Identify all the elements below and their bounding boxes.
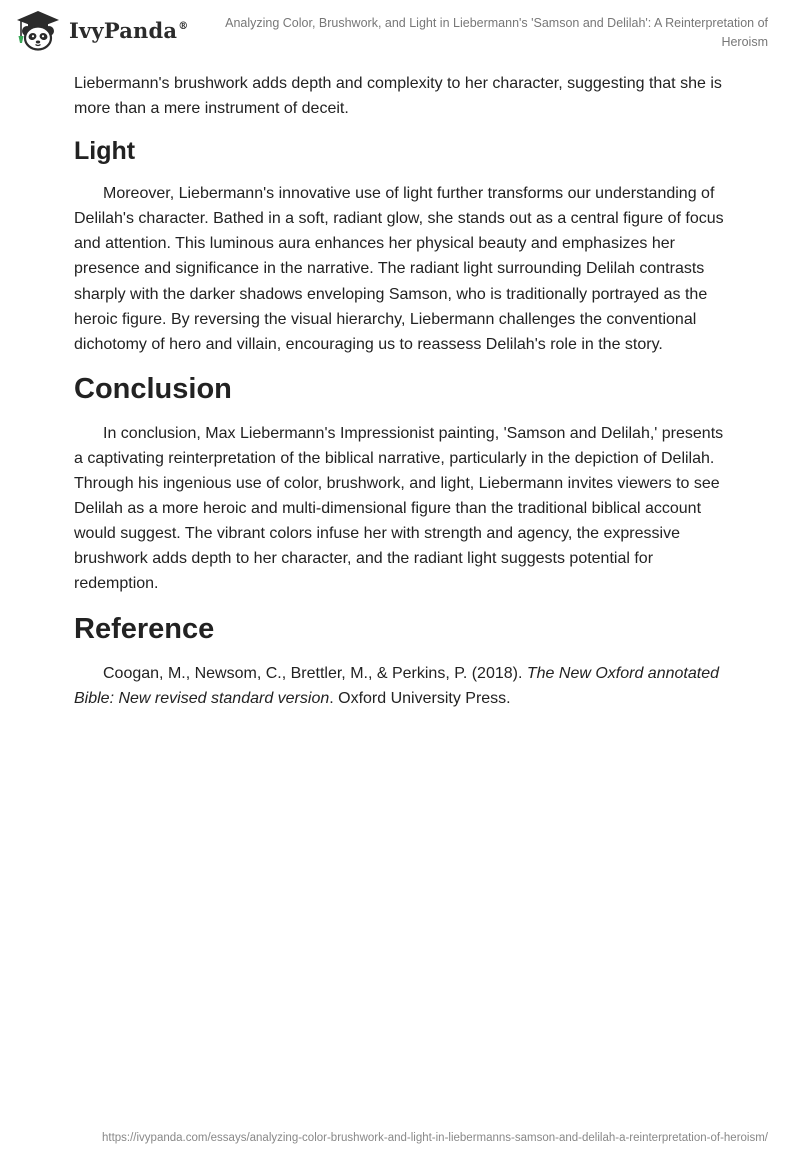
light-paragraph: Moreover, Liebermann's innovative use of light further transforms our understanding of Delilah's character. Bathed in a soft, radiant glow, she stands out as a central figure of focus and attention. This luminous aura enhances her physical beauty and emphasizes her presence and significance in the narrative. The radiant light surrounding Delilah contrasts sharply with the darker shadows enveloping Samson, who is traditionally portrayed as the heroic figure. By reversing the visual hierarchy, Liebermann challenges the conventional dichotomy of hero and villain, encouraging us to reassess Delilah's role in the story.: [74, 185, 724, 353]
reference-authors: Coogan, M., Newsom, C., Brettler, M., & Perkins, P. (2018).: [103, 664, 523, 682]
essay-content: [74, 71, 734, 711]
source-url[interactable]: https://ivypanda.com/essays/analyzing-color-brushwork-and-light-in-liebermanns-samson-and-delilah-a-reinterpretation-of-heroism/: [101, 1132, 768, 1144]
page-header: [0, 0, 800, 56]
document-title: Analyzing Color, Brushwork, and Light in Liebermann's 'Samson and Delilah': A Reinterpretation of Heroism: [225, 16, 768, 49]
panda-graduate-icon: [14, 9, 62, 51]
reference-heading: Reference: [74, 612, 215, 645]
conclusion-paragraph: In conclusion, Max Liebermann's Impressionist painting, 'Samson and Delilah,' presents a captivating reinterpretation of the biblical narrative, particularly in the depiction of Delilah. Through his ingenious use of color, brushwork, and light, Liebermann invites viewers to see Delilah as a more heroic and multi-dimensional figure than the traditional biblical account would suggest. The vibrant colors infuse her with strength and agency, the expressive brushwork adds depth to her character, and the radiant light suggests potential for redemption.: [74, 424, 724, 593]
reference-entry: [74, 661, 734, 711]
conclusion-heading: Conclusion: [74, 372, 232, 405]
ivypanda-logo[interactable]: [14, 9, 188, 51]
brand-name: IvyPanda®: [69, 17, 189, 43]
light-heading: Light: [74, 137, 136, 166]
reference-publisher: . Oxford University Press.: [329, 689, 511, 707]
reference-title: The New Oxford annotated Bible: New revised standard version: [74, 664, 719, 707]
intro-paragraph: Liebermann's brushwork adds depth and complexity to her character, suggesting that she is more than a mere instrument of deceit.: [74, 75, 722, 118]
